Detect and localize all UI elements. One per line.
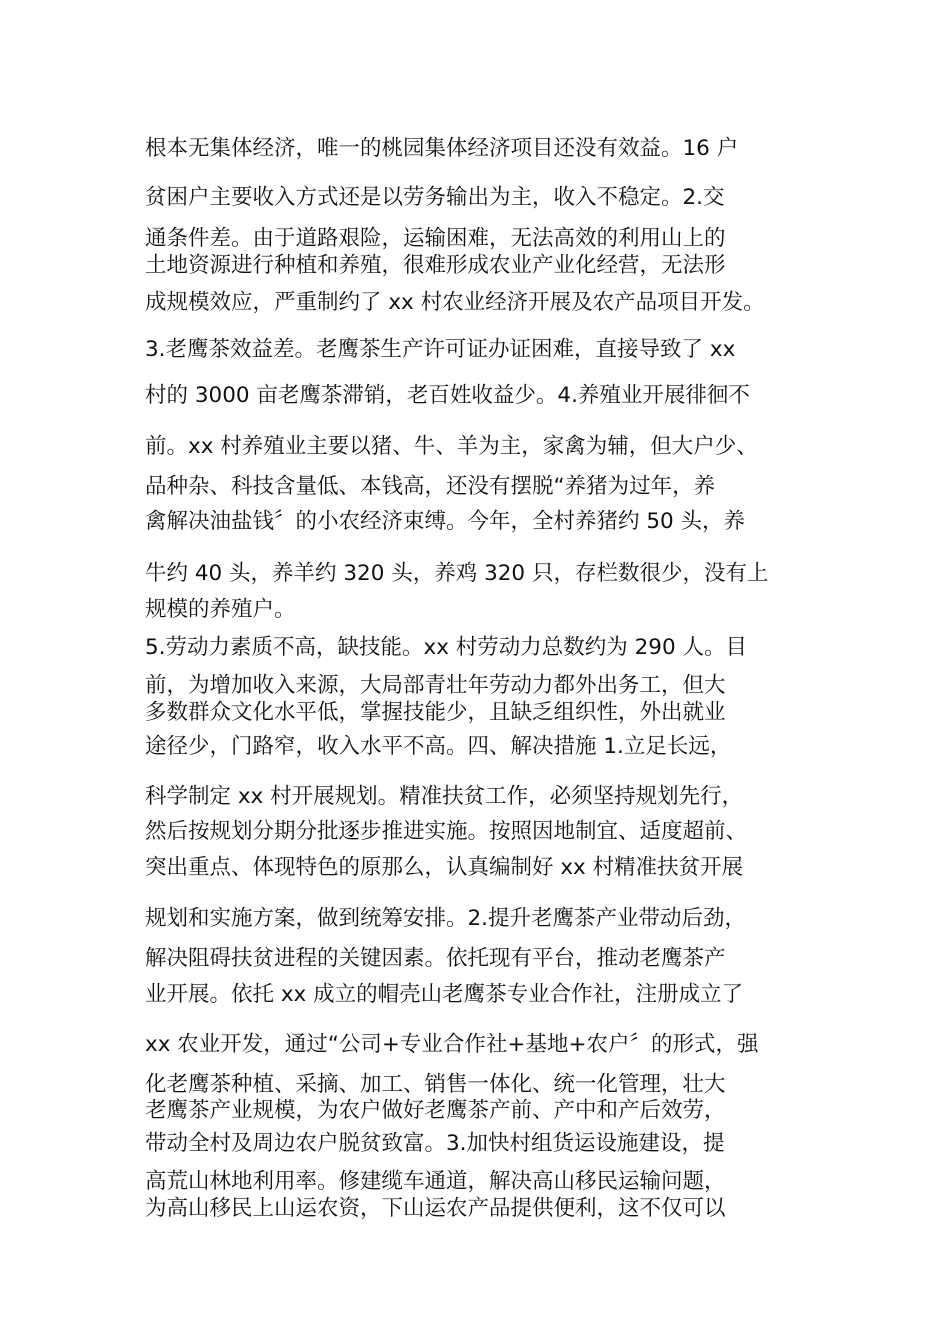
body-text-line: 带动全村及周边农户脱贫致富。3.加快村组货运设施建设，提 xyxy=(145,1131,725,1156)
body-text-line: 成规模效应，严重制约了 xx 村农业经济开展及农产品项目开发。 xyxy=(145,290,765,315)
body-text-line: 途径少，门路窄，收入水平不高。四、解决措施 1.立足长远， xyxy=(145,734,732,759)
body-text-line: 化老鹰茶种植、采摘、加工、销售一体化、统一化管理，壮大 xyxy=(145,1072,726,1097)
body-text-line: 多数群众文化水平低，掌握技能少，且缺乏组织性，外出就业 xyxy=(145,700,726,725)
body-text-line: 规模的养殖户。 xyxy=(145,597,296,622)
body-text-line: 贫困户主要收入方式还是以劳务输出为主，收入不稳定。2.交 xyxy=(145,185,725,210)
body-text-line: xx 农业开发，通过“公司+专业合作社+基地+农户〞的形式，强 xyxy=(145,1032,759,1057)
body-text-line: 3.老鹰茶效益差。老鹰茶生产许可证办证困难，直接导致了 xx xyxy=(145,337,736,362)
body-text-line: 禽解决油盐钱〞的小农经济束缚。今年，全村养猪约 50 头，养 xyxy=(145,509,746,534)
body-text-line: 突出重点、体现特色的原那么，认真编制好 xx 村精准扶贫开展 xyxy=(145,855,744,880)
body-text-line: 村的 3000 亩老鹰茶滞销，老百姓收益少。4.养殖业开展徘徊不 xyxy=(145,383,750,408)
body-text-line: 通条件差。由于道路艰险，运输困难，无法高效的利用山上的 xyxy=(145,226,726,251)
body-text-line: 业开展。依托 xx 成立的帽壳山老鹰茶专业合作社，注册成立了 xyxy=(145,982,744,1007)
body-text-line: 规划和实施方案，做到统筹安排。2.提升老鹰茶产业带动后劲， xyxy=(145,906,747,931)
body-text-line: 然后按规划分期分批逐步推进实施。按照因地制宜、适度超前、 xyxy=(145,819,748,844)
body-text-line: 老鹰茶产业规模，为农户做好老鹰茶产前、产中和产后效劳， xyxy=(145,1098,726,1123)
body-text-line: 前。xx 村养殖业主要以猪、牛、羊为主，家禽为辅，但大户少、 xyxy=(145,434,758,459)
body-text-line: 前，为增加收入来源，大局部青壮年劳动力都外出务工，但大 xyxy=(145,673,726,698)
body-text-line: 5.劳动力素质不高，缺技能。xx 村劳动力总数约为 290 人。目 xyxy=(145,635,748,660)
body-text-line: 土地资源进行种植和养殖，很难形成农业产业化经营，无法形 xyxy=(145,253,726,278)
body-text-line: 根本无集体经济，唯一的桃园集体经济项目还没有效益。16 户 xyxy=(145,136,739,161)
body-text-line: 品种杂、科技含量低、本钱高，还没有摆脱“养猪为过年，养 xyxy=(145,474,716,499)
body-text-line: 解决阻碍扶贫进程的关键因素。依托现有平台，推动老鹰茶产 xyxy=(145,946,726,971)
body-text-line: 高荒山林地利用率。修建缆车通道，解决高山移民运输问题， xyxy=(145,1169,726,1194)
body-text-line: 科学制定 xx 村开展规划。精准扶贫工作，必须坚持规划先行， xyxy=(145,784,744,809)
body-text-line: 牛约 40 头，养羊约 320 头，养鸡 320 只，存栏数很少，没有上 xyxy=(145,561,769,586)
body-text-line: 为高山移民上山运农资，下山运农产品提供便利，这不仅可以 xyxy=(145,1196,726,1221)
